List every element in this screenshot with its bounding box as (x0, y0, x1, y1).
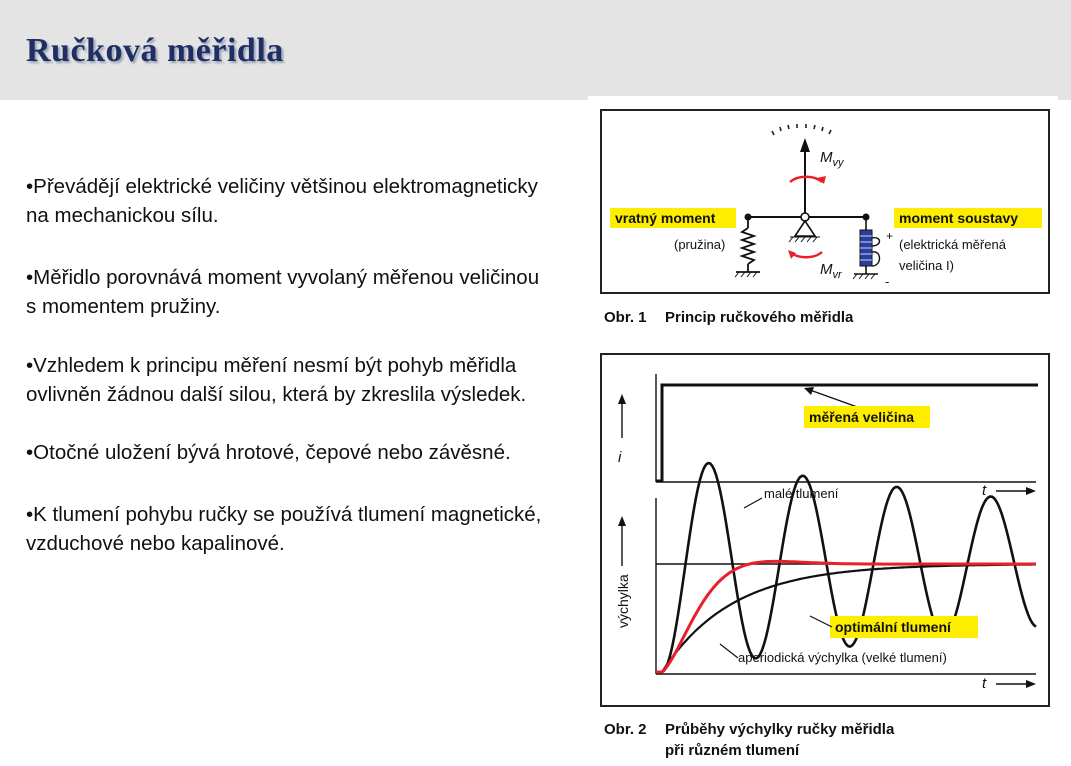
bullet-item: •Převádějí elektrické veličiny většinou elektromagneticky na mechanickou sílu. (26, 175, 538, 227)
axis-i-label: i (618, 449, 622, 466)
figure-2-caption-line1: Průběhy výchylky ručky měřidla (665, 721, 895, 738)
label-optimalni-tlumeni: optimální tlumení (835, 619, 951, 635)
label-vratny-moment: vratný moment (615, 210, 716, 226)
bullet-item: •K tlumení pohybu ručky se používá tlumení magnetické, vzduchové nebo kapalinové. (26, 503, 542, 555)
label-aperiodicka: aperiodická výchylka (velké tlumení) (738, 650, 947, 665)
bullet-item: •Otočné uložení bývá hrotové, čepové nebo závěsné. (26, 441, 511, 464)
figure-1-caption-number: Obr. 1 (604, 309, 647, 326)
label-male-tlumeni: malé tlumení (764, 486, 839, 501)
figure-area (588, 96, 1058, 766)
axis-t-top-label: t (982, 482, 987, 499)
figures-svg (588, 96, 1058, 766)
m-vr-label: M (820, 261, 833, 278)
figure-1-caption: Princip ručkového měřidla (665, 309, 854, 326)
m-vy-label: M (820, 149, 833, 166)
bullet-item: •Měřidlo porovnává moment vyvolaný měřenou veličinou s momentem pružiny. (26, 266, 540, 318)
title-bar (0, 0, 1071, 100)
figure-2-caption-line2: při různém tlumení (665, 742, 800, 759)
axis-t-bottom-label: t (982, 675, 987, 692)
m-vy-subscript: vy (832, 157, 844, 169)
bullet-list (26, 172, 546, 591)
slide-title: Ručková měřidla (26, 32, 284, 69)
label-merena-velicina: měřená veličina (809, 409, 915, 425)
axis-vychylka-label: výchylka (615, 574, 631, 628)
label-elektricka-merena: (elektrická měřená (899, 237, 1006, 252)
label-pruzina: (pružina) (674, 237, 726, 252)
figure-2 (601, 354, 1049, 759)
figure-2-caption-number: Obr. 2 (604, 721, 647, 738)
plus-sign: + (886, 229, 894, 243)
label-moment-soustavy: moment soustavy (899, 210, 1019, 226)
minus-sign: - (885, 274, 890, 289)
m-vr-subscript: vr (832, 269, 842, 281)
bullet-item: •Vzhledem k principu měření nesmí být pohyb měřidla ovlivněn žádnou další silou, která by zkreslila výsledek. (26, 354, 527, 406)
label-velicina-i: veličina I) (899, 258, 954, 273)
figure-1 (601, 110, 1049, 326)
